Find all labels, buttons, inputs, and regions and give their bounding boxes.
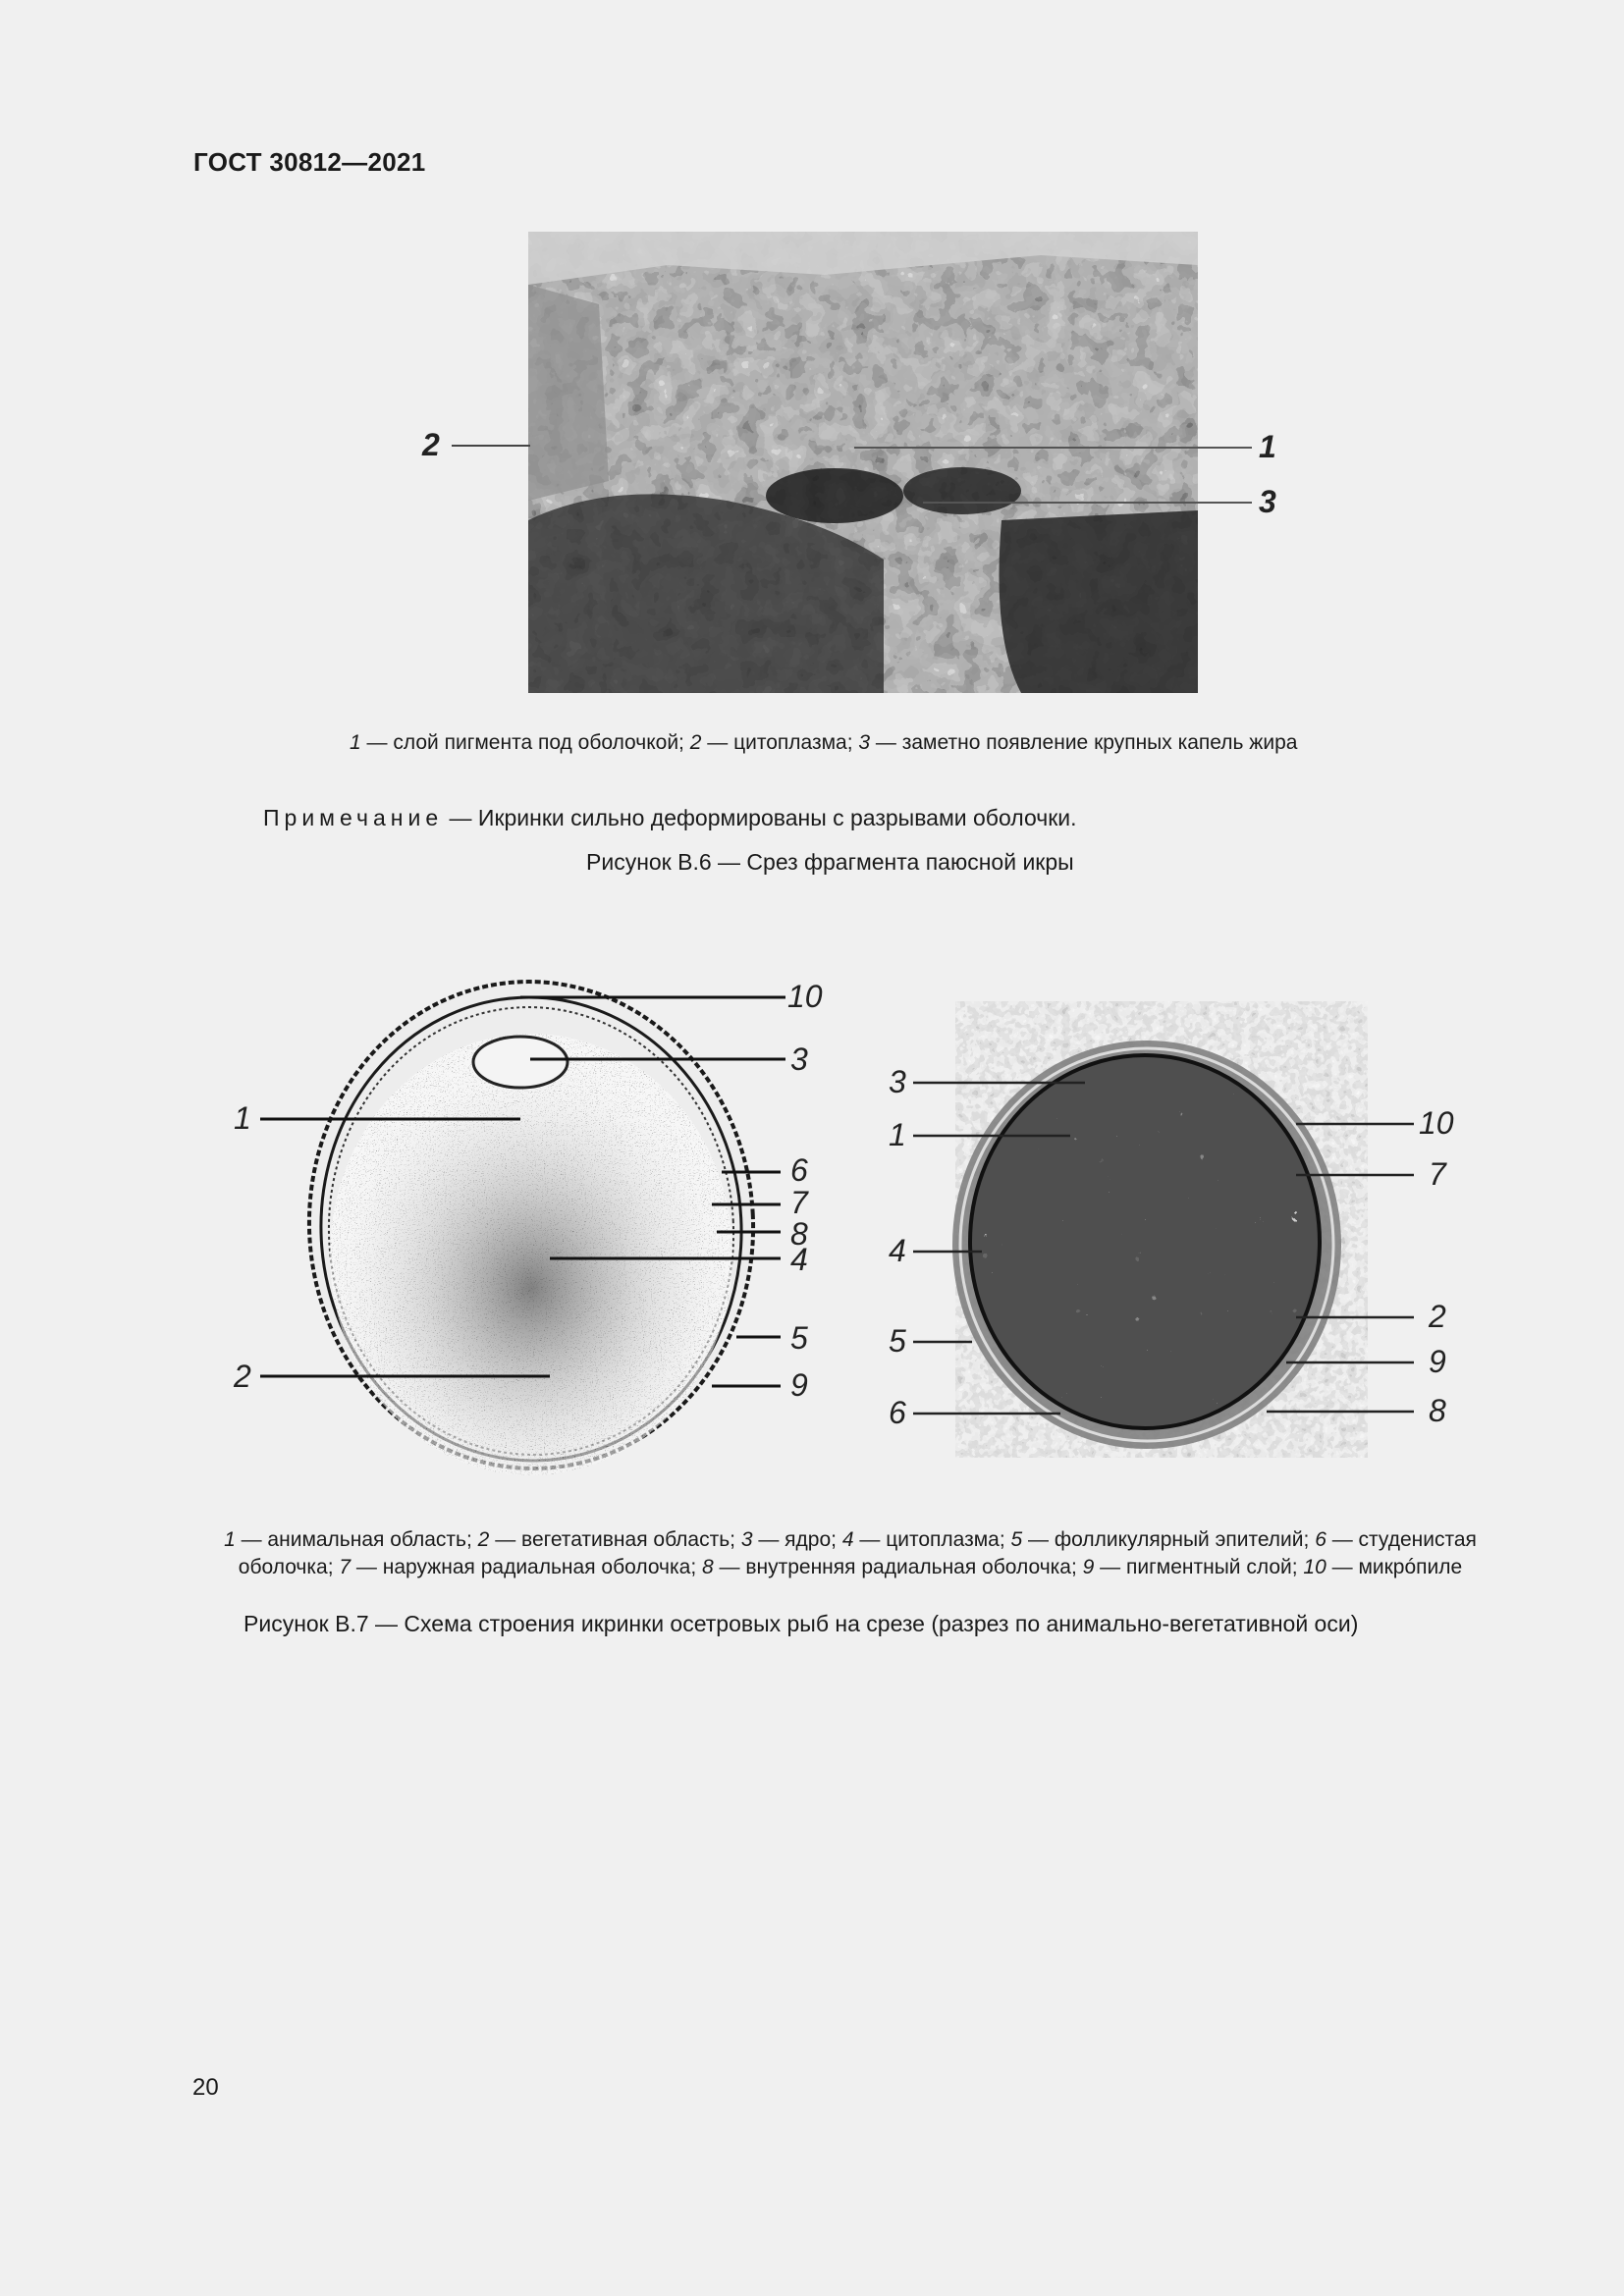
figure-b6-photo [412,226,1296,707]
right-callout-4: 4 [889,1233,906,1268]
figure-b7-schematic [226,972,854,1492]
right-callout-1: 1 [889,1117,906,1152]
callout-2: 2 [422,427,440,462]
right-callout-5: 5 [889,1323,906,1359]
figure-b6 [412,226,1296,707]
left-callout-9: 9 [790,1367,808,1403]
left-callout-4: 4 [790,1242,808,1277]
right-callout-8: 8 [1429,1393,1446,1428]
egg-schematic-drawing [226,972,854,1492]
left-callout-3: 3 [790,1041,808,1077]
note-text: — Икринки сильно деформированы с разрывами оболочки. [443,805,1077,830]
note-label: Примечание [263,805,444,830]
right-callout-2: 2 [1429,1299,1446,1334]
figure-b7-legend-line-1: 1 — анимальная область; 2 — вегетативная область; 3 — ядро; 4 — цитоплазма; 5 — фолликулярный эпителий; 6 — студенистая [224,1528,1477,1551]
left-callout-10: 10 [787,979,823,1014]
left-callout-8: 8 [790,1216,808,1252]
right-callout-6: 6 [889,1395,906,1430]
callout-1: 1 [1259,429,1276,464]
figure-b6-legend: 1 — слой пигмента под оболочкой; 2 — цитоплазма; 3 — заметно появление крупных капель жира [350,731,1298,754]
page-number: 20 [192,2074,219,2101]
egg-micrograph-image [874,991,1473,1472]
left-callout-6: 6 [790,1152,808,1188]
right-callout-9: 9 [1429,1344,1446,1379]
document-header: ГОСТ 30812—2021 [193,147,426,177]
left-callout-2: 2 [234,1359,251,1394]
right-callout-3: 3 [889,1064,906,1099]
figure-b7-title: Рисунок В.7 — Схема строения икринки осетровых рыб на срезе (разрез по анимально-вегетативной оси) [244,1611,1359,1636]
left-callout-7: 7 [790,1185,808,1220]
figure-b7-legend [192,1526,1508,1581]
figure-b7-micrograph [874,991,1473,1472]
left-callout-1: 1 [234,1100,251,1136]
figure-b6-note [263,805,1441,831]
figure-b6-title: Рисунок В.6 — Срез фрагмента паюсной икры [586,849,1074,875]
right-callout-10: 10 [1419,1105,1454,1141]
figure-b7-legend-line-2: оболочка; 7 — наружная радиальная оболочка; 8 — внутренняя радиальная оболочка; 9 — пигментный слой; 10 — микрóпиле [238,1556,1463,1578]
callout-3: 3 [1259,484,1276,519]
roe-fragment-image [528,232,1198,693]
right-callout-7: 7 [1429,1156,1446,1192]
left-callout-5: 5 [790,1320,808,1356]
